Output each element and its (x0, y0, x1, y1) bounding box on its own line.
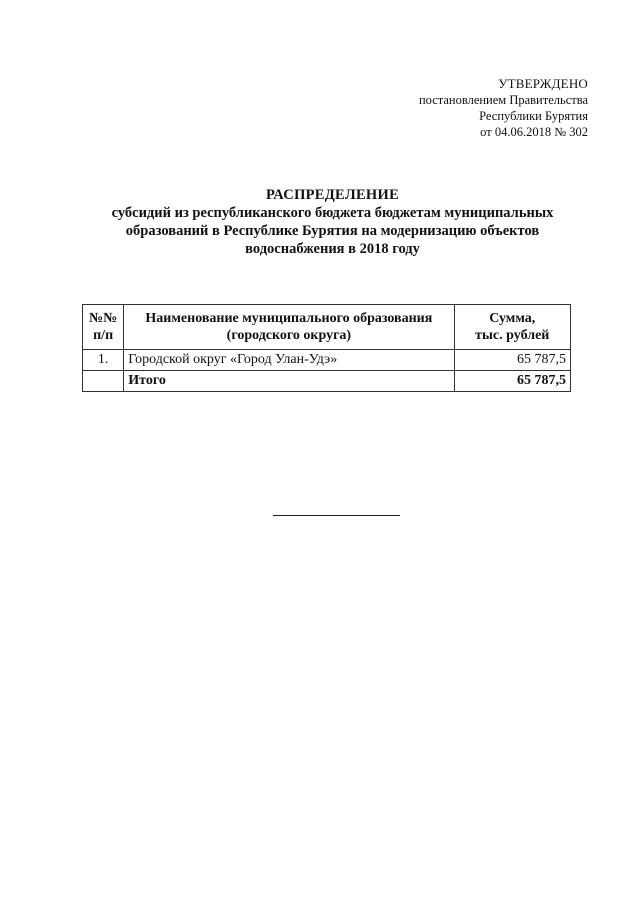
header-sum-line-1: Сумма, (489, 311, 536, 326)
approval-stamp (419, 76, 588, 140)
approval-resolution-line: постановлением Правительства (418, 93, 588, 107)
title-line-3: образований в Республике Бурятия на модернизацию объектов (125, 223, 540, 239)
header-name-line-1: Наименование муниципального образования (145, 311, 433, 326)
header-name (124, 305, 454, 350)
header-number-line-1: №№ (89, 311, 118, 326)
table-row (83, 350, 571, 371)
header-sum-line-2: тыс. рублей (475, 328, 550, 343)
header-sum (454, 305, 571, 350)
total-label: Итого (124, 371, 454, 392)
approval-republic-line: Республики Бурятия (479, 109, 588, 123)
document-title (60, 186, 605, 258)
approval-heading: УТВЕРЖДЕНО (498, 76, 588, 91)
table-total-row (83, 371, 571, 392)
row-name: Городской округ «Город Улан-Удэ» (124, 350, 454, 371)
distribution-table (82, 304, 571, 392)
closing-separator-line (273, 515, 400, 516)
title-line-2: субсидий из республиканского бюджета бюджетам муниципальных (111, 205, 554, 221)
table-header-row (83, 305, 571, 350)
title-line-4: водоснабжения в 2018 году (245, 241, 420, 257)
total-sum: 65 787,5 (454, 371, 571, 392)
header-name-line-2: (городского округа) (226, 328, 352, 343)
row-sum: 65 787,5 (454, 350, 571, 371)
title-heading: РАСПРЕДЕЛЕНИЕ (265, 187, 400, 203)
header-number (83, 305, 124, 350)
approval-date-number: от 04.06.2018 № 302 (480, 125, 588, 139)
total-number (83, 371, 124, 392)
header-number-line-2: п/п (93, 328, 114, 343)
row-number: 1. (83, 350, 124, 371)
